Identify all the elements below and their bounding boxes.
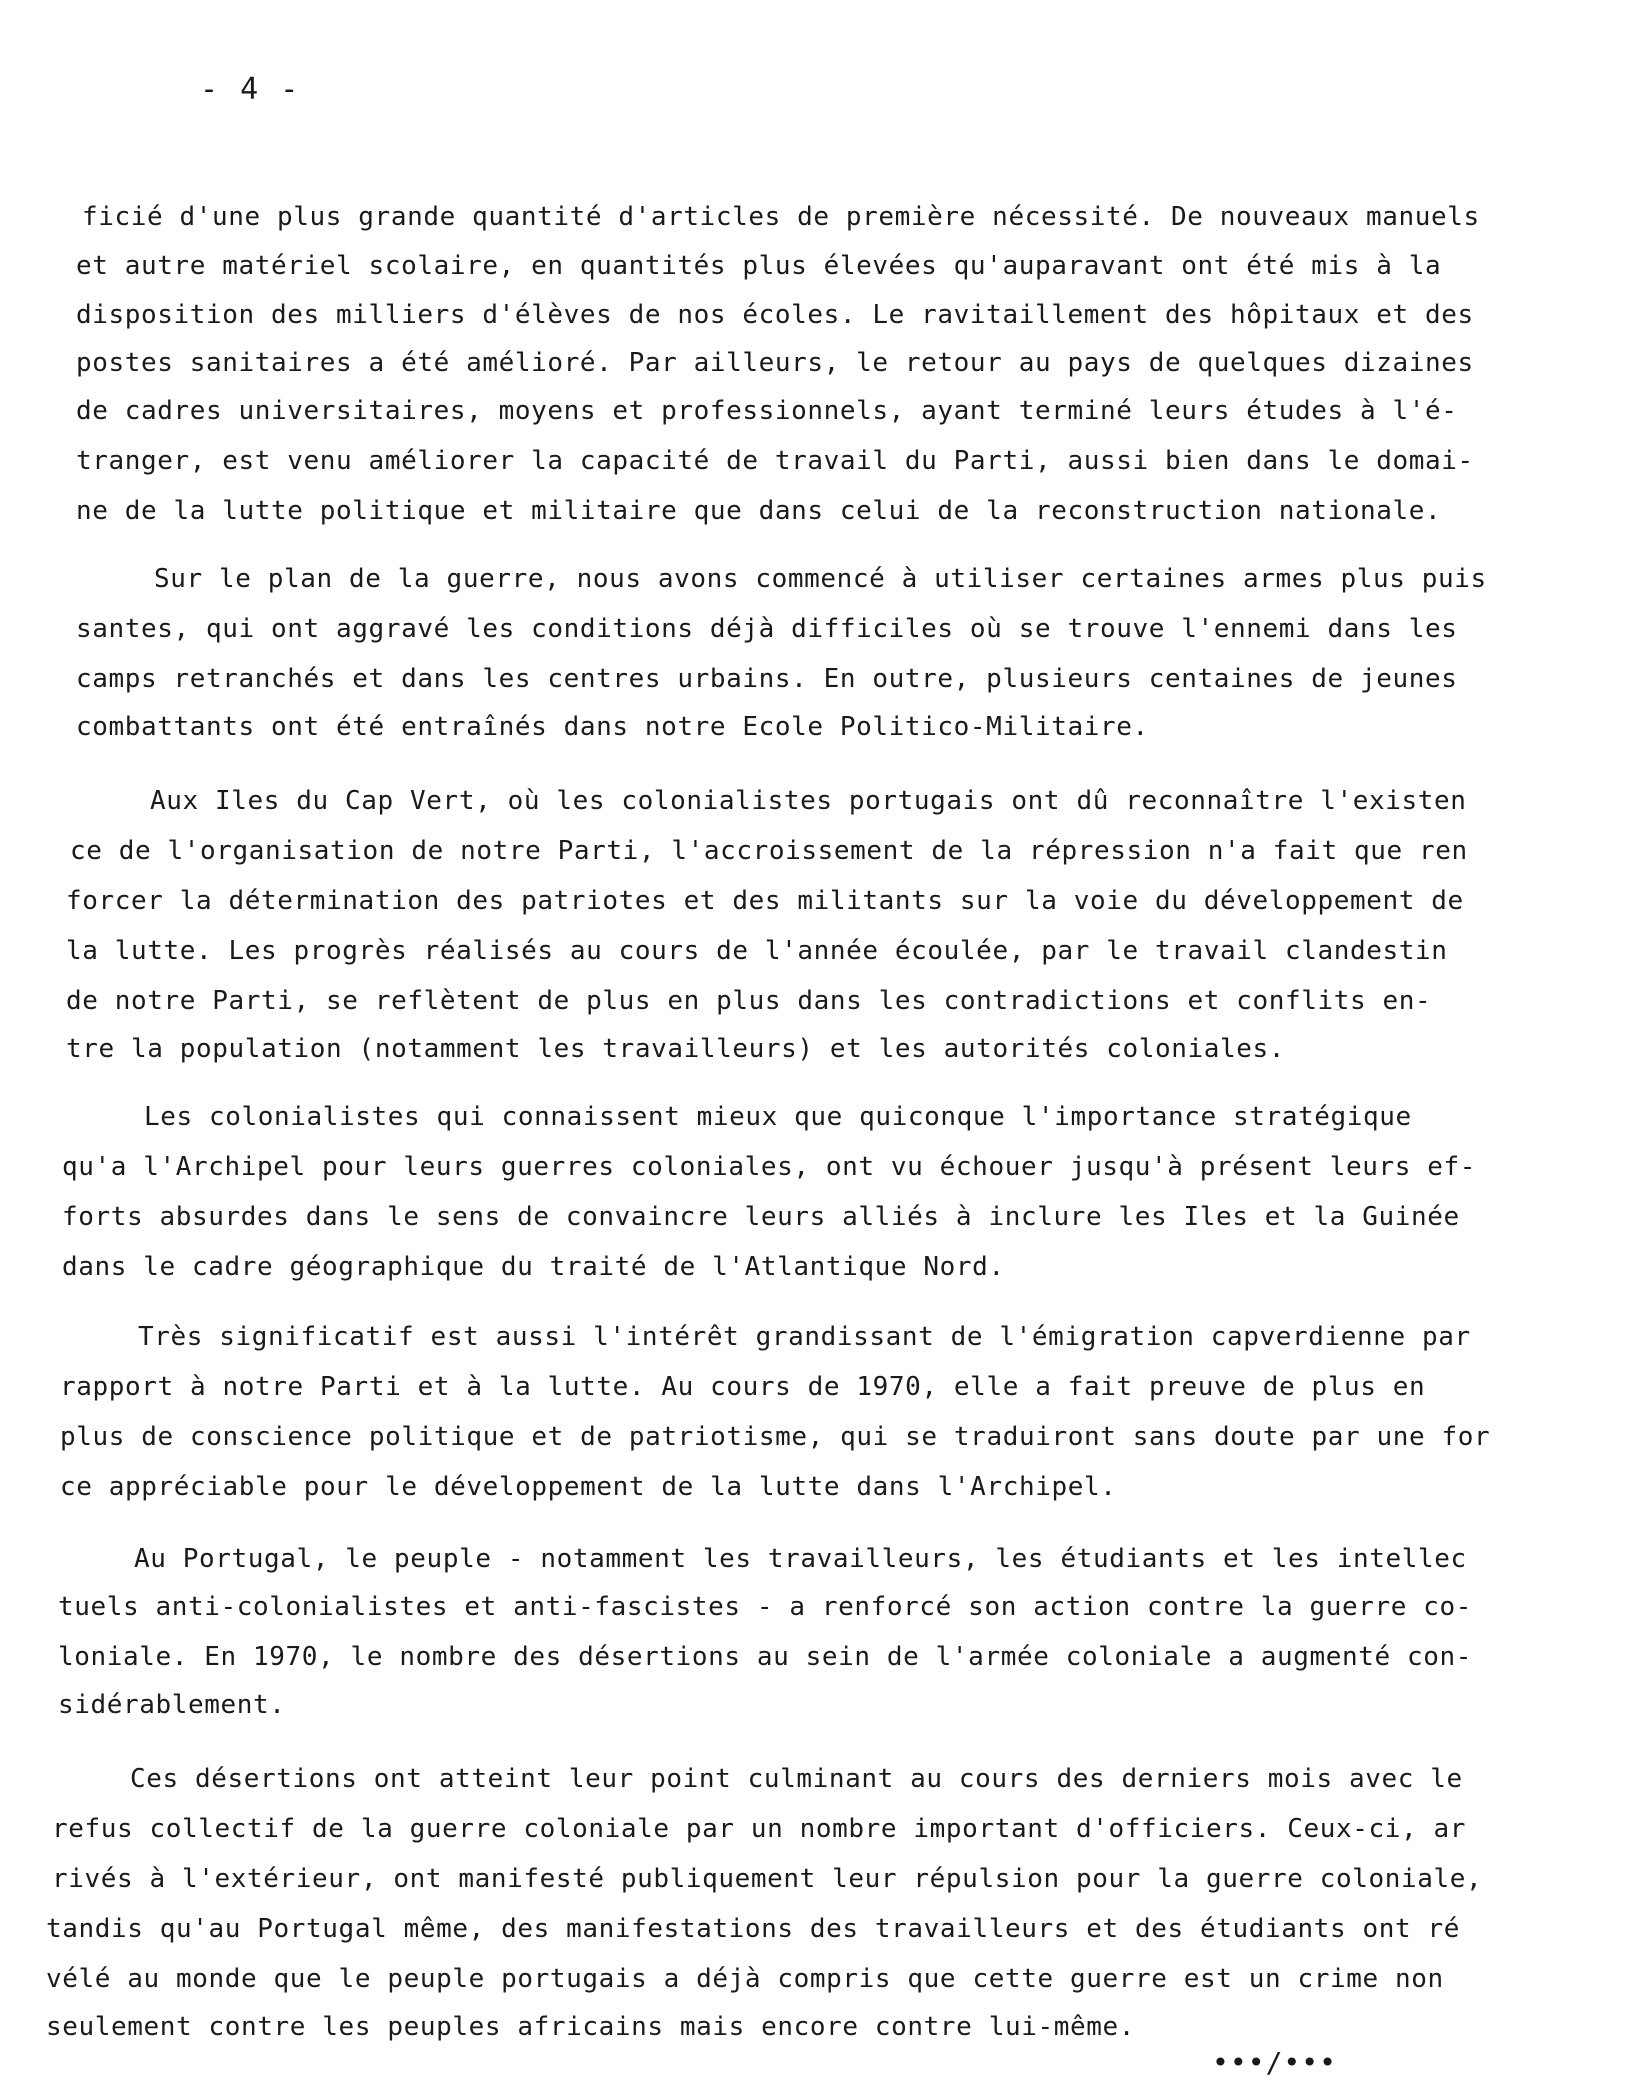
text-line: Les colonialistes qui connaissent mieux que quiconque l'importance stratégique: [144, 1102, 1412, 1132]
text-line: plus de conscience politique et de patriotisme, qui se traduiront sans doute par une for: [60, 1422, 1491, 1452]
text-line: ce appréciable pour le développement de la lutte dans l'Archipel.: [60, 1472, 1117, 1502]
text-line: sidérablement.: [58, 1690, 286, 1720]
text-line: ne de la lutte politique et militaire que dans celui de la reconstruction nationale.: [76, 496, 1442, 526]
text-line: de notre Parti, se reflètent de plus en plus dans les contradictions et conflits en-: [66, 986, 1432, 1016]
text-line: vélé au monde que le peuple portugais a déjà compris que cette guerre est un crime non: [46, 1964, 1444, 1994]
text-line: et autre matériel scolaire, en quantités plus élevées qu'auparavant ont été mis à la: [76, 251, 1442, 281]
text-line: tre la population (notamment les travailleurs) et les autorités coloniales.: [66, 1034, 1285, 1064]
text-line: santes, qui ont aggravé les conditions déjà difficiles où se trouve l'ennemi dans les: [76, 614, 1458, 644]
text-line: qu'a l'Archipel pour leurs guerres coloniales, ont vu échouer jusqu'à présent leurs ef-: [62, 1152, 1477, 1182]
text-line: disposition des milliers d'élèves de nos écoles. Le ravitaillement des hôpitaux et des: [76, 300, 1474, 330]
text-line: tranger, est venu améliorer la capacité de travail du Parti, aussi bien dans le domai-: [76, 446, 1474, 476]
text-line: loniale. En 1970, le nombre des désertions au sein de l'armée coloniale a augmenté con-: [58, 1642, 1473, 1672]
continuation-mark: •••/•••: [1212, 2046, 1338, 2079]
text-line: la lutte. Les progrès réalisés au cours de l'année écoulée, par le travail clandestin: [66, 936, 1448, 966]
text-line: de cadres universitaires, moyens et professionnels, ayant terminé leurs études à l'é-: [76, 396, 1458, 426]
text-line: dans le cadre géographique du traité de l'Atlantique Nord.: [62, 1252, 1005, 1282]
text-line: tuels anti-colonialistes et anti-fascistes - a renforcé son action contre la guerre co-: [58, 1592, 1473, 1622]
page-number: - 4 -: [200, 72, 301, 107]
text-line: combattants ont été entraînés dans notre Ecole Politico-Militaire.: [76, 712, 1149, 742]
text-line: refus collectif de la guerre coloniale par un nombre important d'officiers. Ceux-ci, ar: [52, 1814, 1467, 1844]
text-line: rapport à notre Parti et à la lutte. Au cours de 1970, elle a fait preuve de plus en: [60, 1372, 1426, 1402]
text-line: Au Portugal, le peuple - notamment les travailleurs, les étudiants et les intellec: [134, 1544, 1467, 1574]
text-line: Sur le plan de la guerre, nous avons commencé à utiliser certaines armes plus puis: [154, 564, 1487, 594]
text-line: ce de l'organisation de notre Parti, l'accroissement de la répression n'a fait que ren: [70, 836, 1468, 866]
text-line: Aux Iles du Cap Vert, où les colonialistes portugais ont dû reconnaître l'existen: [150, 786, 1467, 816]
text-line: rivés à l'extérieur, ont manifesté publiquement leur répulsion pour la guerre coloniale,: [52, 1864, 1483, 1894]
text-line: forts absurdes dans le sens de convaincre leurs alliés à inclure les Iles et la Guinée: [62, 1202, 1460, 1232]
text-line: ficié d'une plus grande quantité d'articles de première nécessité. De nouveaux manuels: [82, 202, 1480, 232]
text-line: seulement contre les peuples africains mais encore contre lui-même.: [46, 2012, 1135, 2042]
text-line: postes sanitaires a été amélioré. Par ailleurs, le retour au pays de quelques dizaines: [76, 348, 1474, 378]
text-line: Très significatif est aussi l'intérêt grandissant de l'émigration capverdienne par: [138, 1322, 1471, 1352]
text-line: Ces désertions ont atteint leur point culminant au cours des derniers mois avec le: [130, 1764, 1463, 1794]
text-line: forcer la détermination des patriotes et des militants sur la voie du développement de: [66, 886, 1464, 916]
text-line: camps retranchés et dans les centres urbains. En outre, plusieurs centaines de jeunes: [76, 664, 1458, 694]
text-line: tandis qu'au Portugal même, des manifestations des travailleurs et des étudiants ont ré: [46, 1914, 1461, 1944]
